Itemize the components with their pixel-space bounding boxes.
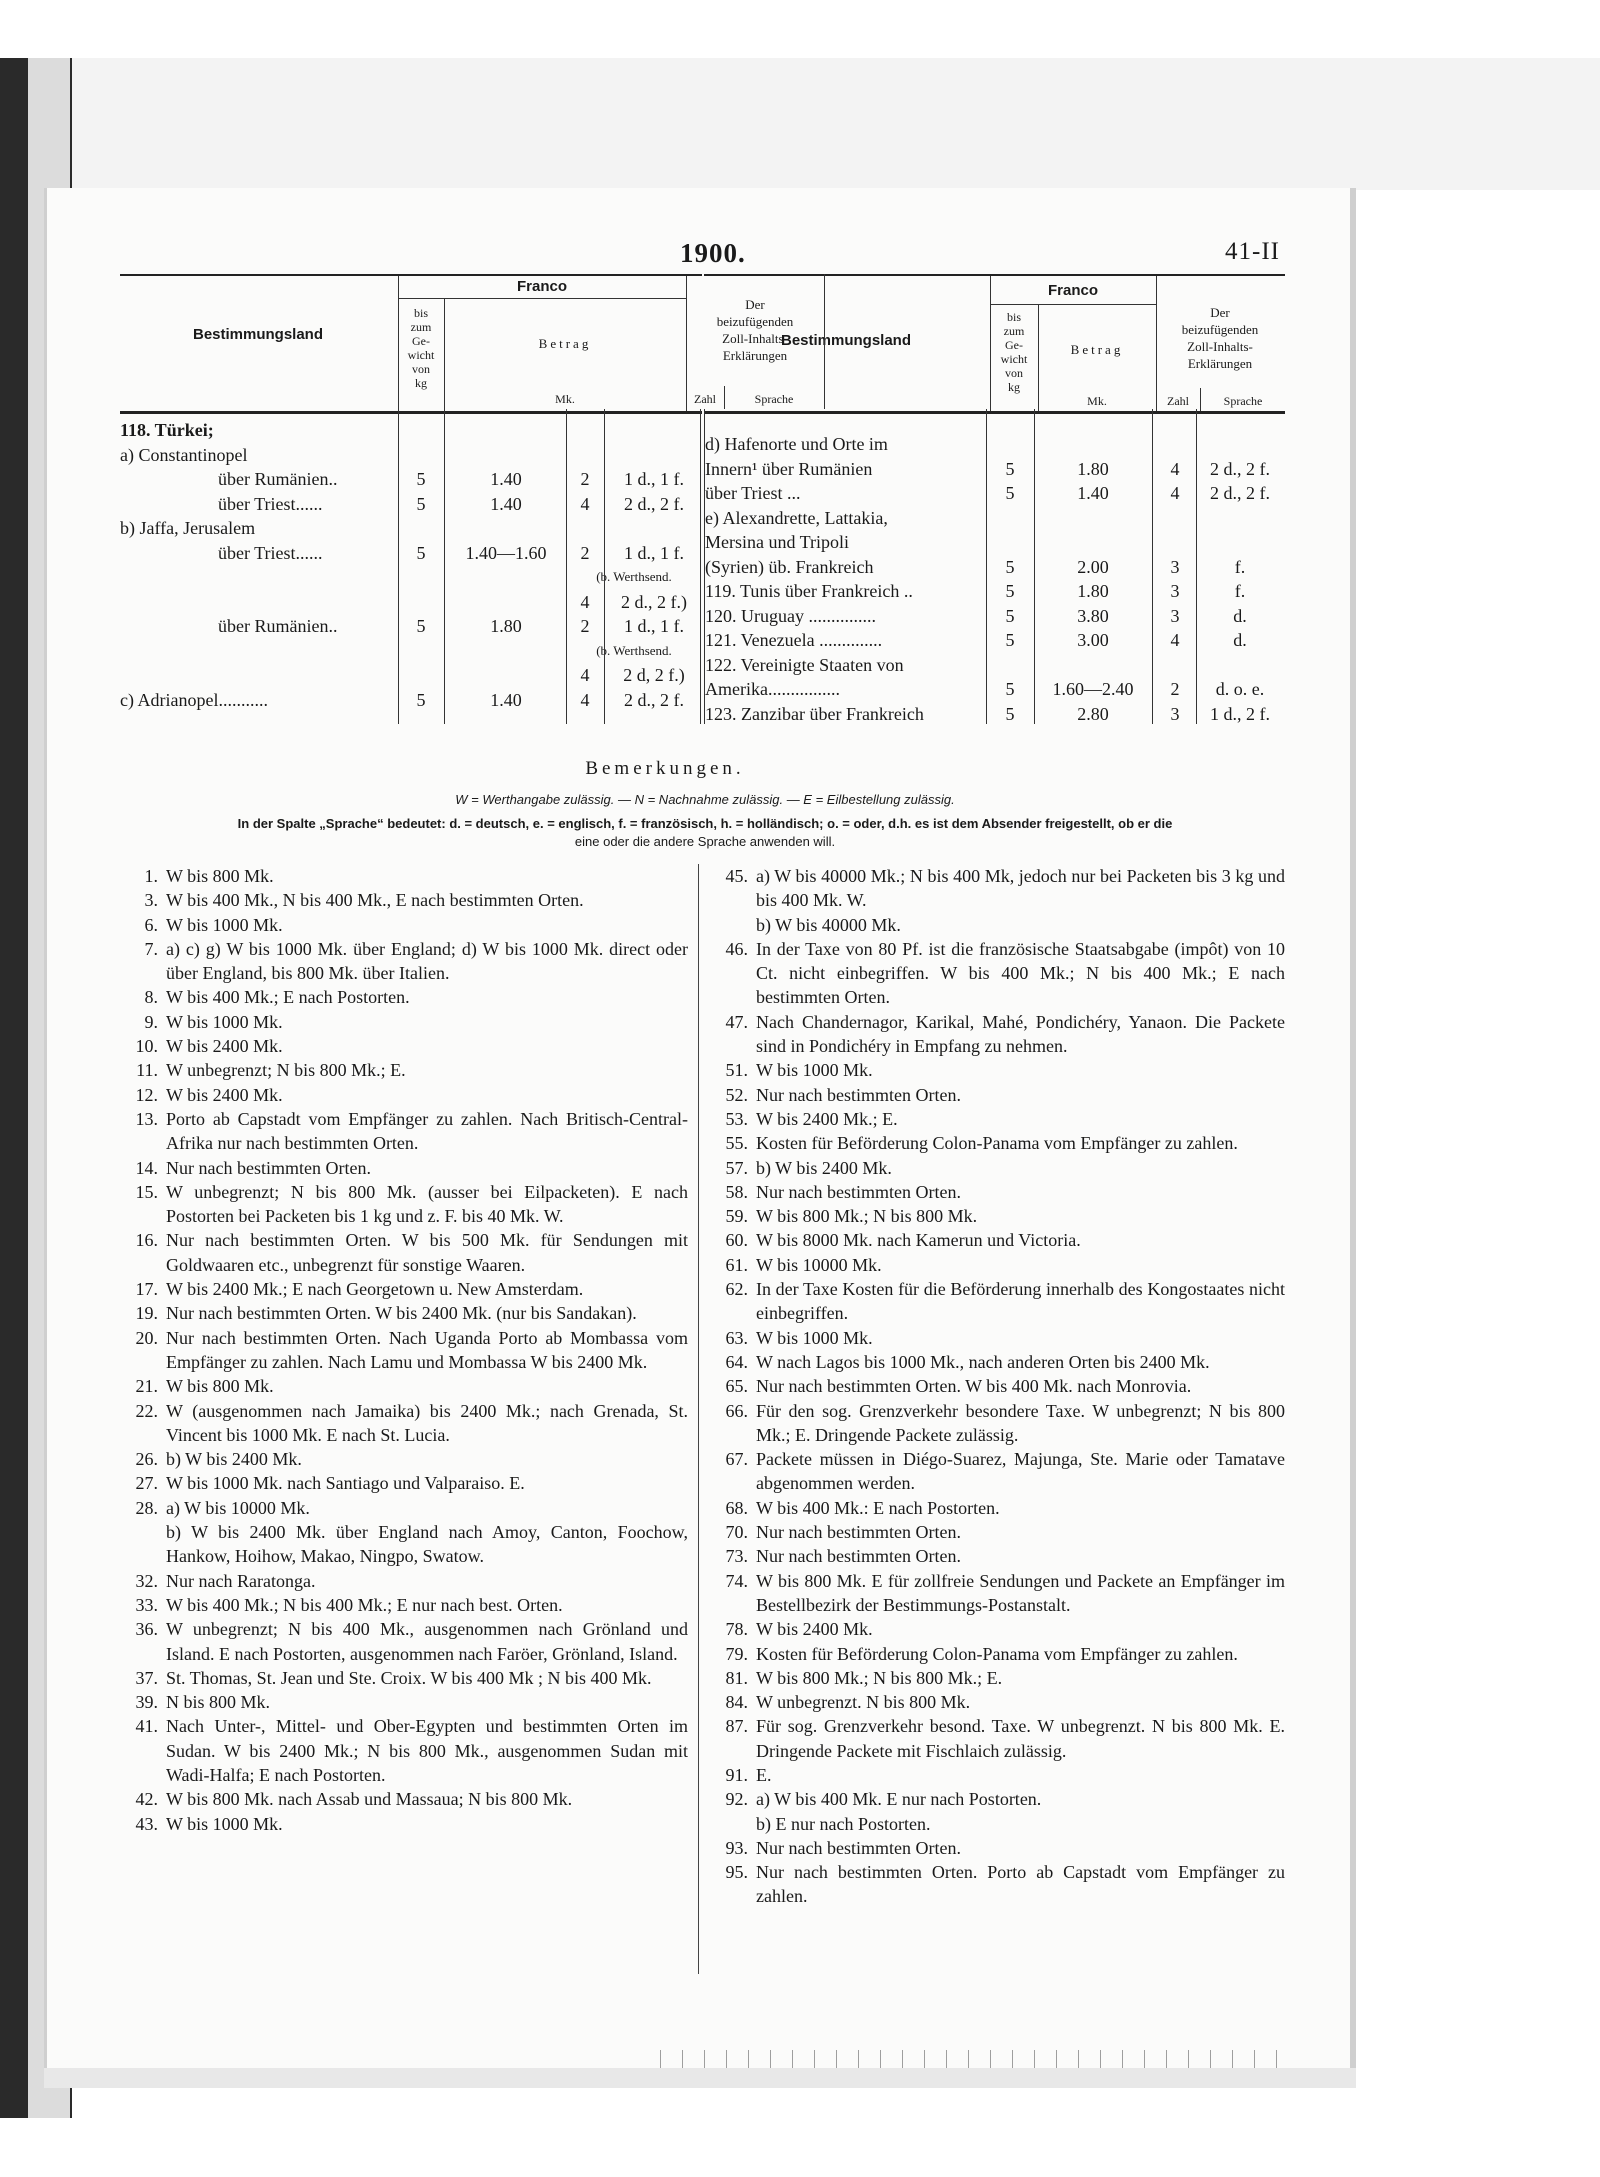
table-amount: 1.40—1.60 bbox=[465, 542, 547, 563]
page-number: 41-II bbox=[1225, 238, 1280, 265]
note-item bbox=[710, 1666, 1285, 1690]
table-note: (b. Werthsend. bbox=[596, 642, 672, 658]
note-item bbox=[120, 1326, 688, 1375]
table-amount: 3.00 bbox=[1077, 630, 1109, 650]
table-language: 2 d, 2 f.) bbox=[623, 665, 685, 685]
note-number: 45. bbox=[725, 866, 748, 886]
note-text: Für den sog. Grenzverkehr besondere Taxe. W unbegrenzt; N bis 800 Mk.; E. Dringende Packete zulässig. bbox=[756, 1400, 1285, 1445]
note-item bbox=[710, 1350, 1285, 1374]
note-item bbox=[120, 1787, 688, 1811]
note-number: 12. bbox=[135, 1084, 158, 1105]
table-amount: 1.40 bbox=[490, 469, 522, 489]
note-number: 51. bbox=[725, 1060, 748, 1081]
note-text: Nur nach bestimmten Orten. bbox=[166, 1157, 371, 1178]
note-text: W bis 2400 Mk. bbox=[166, 1036, 283, 1057]
note-text: W bis 1000 Mk. bbox=[756, 1060, 873, 1081]
note-item bbox=[710, 1642, 1285, 1666]
note-text: a) W bis 40000 Mk.; N bis 400 Mk, jedoch nur bei Packeten bis 3 kg und bis 400 Mk. W. bbox=[756, 866, 1285, 911]
notes-column-divider bbox=[698, 864, 699, 1974]
note-item bbox=[710, 1520, 1285, 1544]
note-text: W bis 2400 Mk. bbox=[756, 1619, 873, 1640]
note-text: b) W bis 2400 Mk. über England nach Amoy, Canton, Foochow, Hankow, Hoihow, Makao, Ningpo, Swatow. bbox=[166, 1522, 688, 1567]
note-item bbox=[710, 937, 1285, 1010]
note-number: 67. bbox=[725, 1449, 748, 1470]
note-item bbox=[120, 1593, 688, 1617]
table-destination: b) Jaffa, Jerusalem bbox=[120, 518, 256, 538]
table-destination: Amerika................ bbox=[705, 679, 840, 699]
table-count: 4 bbox=[1170, 630, 1180, 650]
note-number bbox=[120, 1520, 166, 1569]
table-language: 2 d., 2 f. bbox=[1210, 458, 1270, 479]
header-mk-right: Mk. bbox=[1087, 394, 1107, 408]
note-number: 22. bbox=[135, 1400, 158, 1421]
table-language: 1 d., 2 f. bbox=[1210, 703, 1270, 724]
table-count: 2 bbox=[1170, 679, 1180, 699]
note-number: 11. bbox=[136, 1060, 158, 1081]
note-text: a) W bis 10000 Mk. bbox=[166, 1497, 310, 1518]
note-item bbox=[710, 1812, 1285, 1836]
table-count: 4 bbox=[580, 591, 590, 612]
note-item bbox=[120, 913, 688, 937]
note-number: 64. bbox=[725, 1351, 748, 1372]
table-weight: 5 bbox=[1005, 703, 1015, 724]
note-number: 78. bbox=[725, 1619, 748, 1640]
table-destination: über Triest ... bbox=[705, 483, 801, 503]
note-number: 55. bbox=[725, 1133, 748, 1154]
note-number: 6. bbox=[144, 914, 158, 935]
note-text: W nach Lagos bis 1000 Mk., nach anderen Orten bis 2400 Mk. bbox=[756, 1351, 1210, 1372]
note-text: W bis 400 Mk., N bis 400 Mk., E nach bestimmten Orten. bbox=[166, 890, 584, 911]
notes-left-column bbox=[120, 864, 688, 1836]
note-item bbox=[710, 1399, 1285, 1448]
note-item bbox=[710, 1787, 1285, 1811]
note-item bbox=[120, 1374, 688, 1398]
table-language: 2 d., 2 f. bbox=[1210, 483, 1270, 503]
note-item bbox=[120, 1156, 688, 1180]
note-item bbox=[120, 1034, 688, 1058]
note-text: W bis 10000 Mk. bbox=[756, 1254, 882, 1275]
table-destination: über Triest...... bbox=[218, 493, 323, 514]
table-weight: 5 bbox=[1005, 458, 1015, 479]
note-number: 58. bbox=[725, 1181, 748, 1202]
table-amount: 2.00 bbox=[1077, 556, 1109, 577]
note-item bbox=[120, 1471, 688, 1495]
note-text: W bis 800 Mk. E für zollfreie Sendungen und Packete an Empfänger im Bestellbezirk der Bestimmungs-Postanstalt. bbox=[756, 1570, 1285, 1615]
note-number: 19. bbox=[135, 1303, 158, 1324]
note-text: Nach Unter-, Mittel- und Ober-Egypten und bestimmten Orten im Sudan. W bis 2400 Mk.; N bis 800 Mk., ausgenommen Sudan mit Wadi-Halfa; E nach Postorten. bbox=[166, 1716, 688, 1785]
table-amount: 1.80 bbox=[1077, 458, 1109, 479]
header-zahl-left: Zahl bbox=[694, 392, 716, 406]
table-count: 3 bbox=[1170, 581, 1180, 601]
remarks-title: Bemerkungen. bbox=[585, 758, 745, 779]
note-text: b) W bis 2400 Mk. bbox=[756, 1157, 892, 1178]
table-destination: Mersina und Tripoli bbox=[705, 532, 850, 552]
header-declaration-right: Der beizufügenden Zoll-Inhalts- Erklärungen bbox=[1181, 305, 1259, 371]
table-language: 2 d., 2 f. bbox=[624, 493, 684, 514]
table-weight: 5 bbox=[416, 689, 426, 710]
header-destination: Bestimmungsland bbox=[192, 326, 324, 343]
note-number: 73. bbox=[725, 1546, 748, 1567]
note-number: 17. bbox=[135, 1279, 158, 1300]
note-item bbox=[120, 1496, 688, 1520]
note-text: In der Taxe von 80 Pf. ist die französische Staatsabgabe (impôt) von 10 Ct. nicht einbegriffen. W bis 400 Mk.; N bis 400 Mk.; E nach bestimmten Orten. bbox=[756, 938, 1285, 1008]
table-language: d. o. e. bbox=[1215, 679, 1265, 699]
note-number bbox=[710, 1812, 756, 1836]
table-count: 4 bbox=[1170, 458, 1180, 479]
note-item bbox=[710, 1204, 1285, 1228]
note-item bbox=[710, 864, 1285, 913]
table-weight: 5 bbox=[416, 616, 426, 636]
header-sprache-left: Sprache bbox=[754, 392, 794, 406]
note-item bbox=[120, 1301, 688, 1325]
table-count: 3 bbox=[1170, 556, 1180, 577]
note-number: 53. bbox=[725, 1108, 748, 1129]
table-weight: 5 bbox=[1005, 630, 1015, 650]
note-text: W bis 800 Mk. nach Assab und Massaua; N bis 800 Mk. bbox=[166, 1789, 573, 1810]
note-text: E. bbox=[756, 1764, 772, 1785]
note-text: Nur nach Raratonga. bbox=[166, 1570, 316, 1591]
note-text: W bis 800 Mk.; N bis 800 Mk.; E. bbox=[756, 1667, 1003, 1688]
header-weight: bis zum Ge- wicht von kg bbox=[407, 306, 435, 390]
note-text: Nur nach bestimmten Orten. W bis 2400 Mk. (nur bis Sandakan). bbox=[166, 1303, 637, 1324]
note-text: b) E nur nach Postorten. bbox=[756, 1813, 931, 1834]
note-number: 33. bbox=[135, 1594, 158, 1615]
table-count: 4 bbox=[580, 665, 590, 685]
note-item bbox=[120, 1399, 688, 1448]
table-language: f. bbox=[1234, 556, 1246, 577]
note-text: Nach Chandernagor, Karikal, Mahé, Pondichéry, Yanaon. Die Packete sind in Pondichéry in Empfang zu nehmen. bbox=[756, 1011, 1285, 1057]
note-number: 32. bbox=[135, 1570, 158, 1591]
note-text: Nur nach bestimmten Orten. bbox=[756, 1084, 961, 1105]
table-count: 2 bbox=[580, 616, 590, 636]
note-text: W bis 400 Mk.; N bis 400 Mk.; E nur nach best. Orten. bbox=[166, 1594, 563, 1615]
note-item bbox=[120, 1107, 688, 1156]
notes-right-column bbox=[710, 864, 1285, 1909]
table-destination: 123. Zanzibar über Frankreich bbox=[705, 703, 924, 724]
note-number: 59. bbox=[725, 1206, 748, 1227]
note-item bbox=[120, 1010, 688, 1034]
table-destination: a) Constantinopel bbox=[120, 444, 248, 465]
note-number: 74. bbox=[725, 1570, 748, 1591]
note-text: a) c) g) W bis 1000 Mk. über England; d) W bis 1000 Mk. direct oder über England, bis 800 Mk. über Italien. bbox=[166, 938, 688, 984]
note-item bbox=[710, 1569, 1285, 1618]
note-number: 14. bbox=[135, 1157, 158, 1178]
note-item bbox=[710, 1083, 1285, 1107]
note-text: Porto ab Capstadt vom Empfänger zu zahlen. Nach Britisch-Central-Afrika nur nach bestimmten Orten. bbox=[166, 1108, 688, 1154]
table-count: 3 bbox=[1170, 605, 1180, 626]
note-text: W bis 8000 Mk. nach Kamerun und Victoria. bbox=[756, 1230, 1081, 1251]
header-weight-right: bis zum Ge- wicht von kg bbox=[1000, 310, 1028, 394]
page-bottom-edge bbox=[44, 2068, 1356, 2088]
note-text: W unbegrenzt; N bis 800 Mk.; E. bbox=[166, 1060, 406, 1081]
table-language: d. bbox=[1233, 630, 1247, 650]
table-weight: 5 bbox=[1005, 556, 1015, 577]
note-text: b) W bis 2400 Mk. bbox=[166, 1449, 302, 1470]
note-number: 84. bbox=[725, 1692, 748, 1713]
note-number: 20. bbox=[135, 1327, 158, 1348]
scan-ruler-marks bbox=[660, 2050, 1280, 2068]
note-number: 57. bbox=[725, 1157, 748, 1178]
header-sprache-right: Sprache bbox=[1223, 394, 1263, 408]
note-number: 66. bbox=[725, 1400, 748, 1421]
note-text: Nur nach bestimmten Orten. W bis 500 Mk. für Sendungen mit Goldwaaren etc., unbegrenzt für sonstige Waaren. bbox=[166, 1230, 688, 1275]
note-item bbox=[120, 1714, 688, 1787]
note-text: W bis 800 Mk. bbox=[166, 866, 274, 886]
note-number: 28. bbox=[135, 1497, 158, 1518]
note-number: 27. bbox=[135, 1473, 158, 1494]
note-item bbox=[710, 1228, 1285, 1252]
note-text: Kosten für Beförderung Colon-Panama vom Empfänger zu zahlen. bbox=[756, 1643, 1238, 1664]
remarks-legend-language: In der Spalte „Sprache“ bedeutet: d. = deutsch, e. = englisch, f. = französisch, h. = holländisch; o. = oder, d.h. es ist dem Absender freigestellt, ob er die bbox=[237, 816, 1173, 831]
header-destination-right: Bestimmungsland bbox=[780, 332, 912, 349]
table-destination: 122. Vereinigte Staaten von bbox=[705, 654, 904, 675]
table-count: 2 bbox=[580, 542, 590, 563]
table-count: 4 bbox=[580, 493, 590, 514]
note-item bbox=[710, 1107, 1285, 1131]
note-item bbox=[710, 1496, 1285, 1520]
note-number: 43. bbox=[135, 1813, 158, 1834]
note-item bbox=[120, 1180, 688, 1229]
note-item bbox=[710, 1058, 1285, 1082]
note-number: 8. bbox=[144, 987, 158, 1008]
remarks-legend-flags: W = Werthangabe zulässig. — N = Nachnahme zulässig. — E = Eilbestellung zulässig. bbox=[455, 792, 955, 807]
note-number: 92. bbox=[725, 1789, 748, 1810]
note-number: 3. bbox=[144, 890, 158, 911]
note-text: Nur nach bestimmten Orten. bbox=[756, 1181, 961, 1202]
note-text: Für sog. Grenzverkehr besond. Taxe. W unbegrenzt. N bis 800 Mk. E. Dringende Packete mit Fischlaich zulässig. bbox=[756, 1716, 1285, 1761]
note-item bbox=[710, 1836, 1285, 1860]
note-item bbox=[710, 1714, 1285, 1763]
note-number: 41. bbox=[135, 1716, 158, 1737]
table-amount: 2.80 bbox=[1077, 703, 1109, 724]
note-number: 7. bbox=[144, 938, 158, 959]
note-number: 79. bbox=[725, 1643, 748, 1664]
table-amount: 1.40 bbox=[1077, 483, 1109, 503]
note-item bbox=[710, 1690, 1285, 1714]
note-number: 95. bbox=[725, 1862, 748, 1883]
note-item bbox=[710, 1617, 1285, 1641]
note-item bbox=[710, 1763, 1285, 1787]
note-text: Nur nach bestimmten Orten. bbox=[756, 1522, 961, 1543]
note-item bbox=[120, 864, 688, 888]
table-amount: 1.60—2.40 bbox=[1052, 679, 1134, 699]
note-text: W bis 1000 Mk. bbox=[166, 914, 283, 935]
note-item bbox=[120, 1617, 688, 1666]
note-item bbox=[710, 1544, 1285, 1568]
note-number: 9. bbox=[144, 1011, 158, 1032]
note-item bbox=[120, 1569, 688, 1593]
table-count: 4 bbox=[580, 689, 590, 710]
table-amount: 3.80 bbox=[1077, 605, 1109, 626]
note-number: 52. bbox=[725, 1084, 748, 1105]
header-betrag-right: Betrag bbox=[1070, 342, 1124, 357]
note-item bbox=[120, 1058, 688, 1082]
note-number: 81. bbox=[725, 1667, 748, 1688]
note-item bbox=[120, 985, 688, 1009]
table-count: 3 bbox=[1170, 703, 1180, 724]
note-text: Nur nach bestimmten Orten. W bis 400 Mk. nach Monrovia. bbox=[756, 1376, 1192, 1397]
note-number: 10. bbox=[135, 1036, 158, 1057]
note-item bbox=[120, 1520, 688, 1569]
table-language: 1 d., 1 f. bbox=[624, 542, 684, 563]
table-language: 2 d., 2 f.) bbox=[621, 591, 687, 612]
note-text: In der Taxe Kosten für die Beförderung innerhalb des Kongostaates nicht einbegriffen. bbox=[756, 1279, 1285, 1324]
note-number: 61. bbox=[725, 1254, 748, 1275]
table-weight: 5 bbox=[1005, 581, 1015, 601]
note-item bbox=[710, 1326, 1285, 1350]
note-item bbox=[710, 1253, 1285, 1277]
note-text: W bis 2400 Mk.; E nach Georgetown u. New Amsterdam. bbox=[166, 1279, 584, 1300]
note-item bbox=[120, 1228, 688, 1277]
note-number: 1. bbox=[144, 866, 158, 886]
note-text: W bis 2400 Mk.; E. bbox=[756, 1108, 898, 1129]
table-destination: d) Hafenorte und Orte im bbox=[705, 434, 888, 454]
note-number: 91. bbox=[725, 1764, 748, 1785]
table-destination: über Rumänien.. bbox=[218, 616, 338, 636]
note-item bbox=[710, 1374, 1285, 1398]
table-language: 2 d., 2 f. bbox=[624, 689, 684, 710]
note-number: 37. bbox=[135, 1667, 158, 1688]
note-text: St. Thomas, St. Jean und Ste. Croix. W bis 400 Mk ; N bis 400 Mk. bbox=[166, 1667, 652, 1688]
table-destination: (Syrien) üb. Frankreich bbox=[705, 556, 874, 577]
note-item bbox=[710, 1447, 1285, 1496]
table-destination: 121. Venezuela .............. bbox=[705, 630, 883, 650]
note-text: W unbegrenzt; N bis 800 Mk. (ausser bei Eilpacketen). E nach Postorten bei Packeten bis 1 kg und z. F. bis 40 Mk. W. bbox=[166, 1181, 688, 1227]
table-language: 1 d., 1 f. bbox=[624, 469, 684, 489]
note-number: 47. bbox=[725, 1011, 748, 1032]
header-mk: Mk. bbox=[555, 392, 575, 406]
note-text: W bis 1000 Mk. bbox=[166, 1011, 283, 1032]
note-number: 62. bbox=[725, 1279, 748, 1300]
table-note: (b. Werthsend. bbox=[596, 569, 672, 584]
remarks-legend-language-cont: eine oder die andere Sprache anwenden will. bbox=[574, 834, 836, 849]
note-number: 60. bbox=[725, 1230, 748, 1251]
table-destination: über Triest...... bbox=[218, 542, 323, 563]
table-language: f. bbox=[1234, 581, 1246, 601]
note-item bbox=[710, 1010, 1285, 1059]
table-destination: 119. Tunis über Frankreich .. bbox=[705, 581, 913, 601]
note-item bbox=[120, 937, 688, 986]
note-text: W bis 2400 Mk. bbox=[166, 1084, 283, 1105]
note-text: Nur nach bestimmten Orten. bbox=[756, 1837, 961, 1858]
page-year: 1900. bbox=[680, 238, 746, 268]
note-number: 46. bbox=[725, 938, 748, 959]
note-text: Nur nach bestimmten Orten. bbox=[756, 1546, 961, 1567]
note-number: 93. bbox=[725, 1837, 748, 1858]
note-number: 42. bbox=[135, 1789, 158, 1810]
table-weight: 5 bbox=[416, 542, 426, 563]
note-text: Nur nach bestimmten Orten. Nach Uganda Porto ab Mombassa vom Empfänger zu zahlen. Nach Lamu und Mombassa W bis 2400 Mk. bbox=[166, 1327, 688, 1372]
note-number: 21. bbox=[135, 1376, 158, 1397]
note-item bbox=[710, 1180, 1285, 1204]
note-text: W bis 800 Mk.; N bis 800 Mk. bbox=[756, 1206, 978, 1227]
note-item bbox=[120, 1666, 688, 1690]
table-destination: über Rumänien.. bbox=[218, 469, 338, 489]
note-text: W unbegrenzt. N bis 800 Mk. bbox=[756, 1692, 971, 1713]
note-number: 26. bbox=[135, 1449, 158, 1470]
note-number: 39. bbox=[135, 1692, 158, 1713]
note-item bbox=[120, 1277, 688, 1301]
note-item bbox=[710, 1131, 1285, 1155]
header-betrag: Betrag bbox=[538, 336, 592, 351]
note-text: Kosten für Beförderung Colon-Panama vom Empfänger zu zahlen. bbox=[756, 1133, 1238, 1154]
note-item bbox=[120, 1812, 688, 1836]
note-text: a) W bis 400 Mk. E nur nach Postorten. bbox=[756, 1789, 1042, 1810]
note-text: W bis 1000 Mk. nach Santiago und Valparaiso. E. bbox=[166, 1473, 525, 1494]
header-franco-right: Franco bbox=[1047, 282, 1098, 299]
note-number: 70. bbox=[725, 1522, 748, 1543]
scan-background bbox=[72, 58, 1600, 190]
table-language: d. bbox=[1233, 605, 1247, 626]
table-weight: 5 bbox=[416, 493, 426, 514]
header-zahl-right: Zahl bbox=[1167, 394, 1189, 408]
note-item bbox=[120, 1447, 688, 1471]
table-destination: e) Alexandrette, Lattakia, bbox=[705, 507, 888, 528]
table-destination: Innern¹ über Rumänien bbox=[705, 458, 873, 479]
note-number bbox=[710, 913, 756, 937]
note-text: W bis 800 Mk. bbox=[166, 1376, 274, 1397]
note-text: W bis 400 Mk.: E nach Postorten. bbox=[756, 1497, 1000, 1518]
note-number: 87. bbox=[725, 1716, 748, 1737]
table-weight: 5 bbox=[1005, 605, 1015, 626]
table-weight: 5 bbox=[1005, 483, 1015, 503]
table-amount: 1.40 bbox=[490, 689, 522, 710]
table-destination: 118. Türkei; bbox=[120, 420, 214, 440]
note-number: 13. bbox=[135, 1108, 158, 1129]
note-text: W bis 1000 Mk. bbox=[166, 1813, 283, 1834]
table-weight: 5 bbox=[1005, 679, 1015, 699]
table-weight: 5 bbox=[416, 469, 426, 489]
note-number: 65. bbox=[725, 1376, 748, 1397]
note-item bbox=[710, 1277, 1285, 1326]
note-item bbox=[710, 1860, 1285, 1909]
header-declaration: Der beizufügenden Zoll-Inhalts- Erklärungen bbox=[716, 297, 794, 363]
table-body-right bbox=[705, 432, 1285, 732]
note-item bbox=[710, 1156, 1285, 1180]
note-item bbox=[710, 913, 1285, 937]
table-count: 2 bbox=[580, 469, 590, 489]
note-text: W bis 1000 Mk. bbox=[756, 1327, 873, 1348]
note-text: Packete müssen in Diégo-Suarez, Majunga, Ste. Marie oder Tamatave abgenommen werden. bbox=[756, 1449, 1285, 1494]
note-item bbox=[120, 1690, 688, 1714]
note-number: 16. bbox=[135, 1230, 158, 1251]
note-text: b) W bis 40000 Mk. bbox=[756, 914, 901, 935]
note-number: 63. bbox=[725, 1327, 748, 1348]
table-count: 4 bbox=[1170, 483, 1180, 503]
note-text: Nur nach bestimmten Orten. Porto ab Capstadt vom Empfänger zu zahlen. bbox=[756, 1862, 1285, 1907]
note-item bbox=[120, 888, 688, 912]
note-text: W (ausgenommen nach Jamaika) bis 2400 Mk.; nach Grenada, St. Vincent bis 1000 Mk. E nach St. Lucia. bbox=[166, 1400, 688, 1445]
note-text: N bis 800 Mk. bbox=[166, 1692, 271, 1713]
table-language: 1 d., 1 f. bbox=[624, 616, 684, 636]
note-number: 15. bbox=[135, 1181, 158, 1202]
table-amount: 1.80 bbox=[1077, 581, 1109, 601]
note-number: 68. bbox=[725, 1497, 748, 1518]
note-item bbox=[120, 1083, 688, 1107]
note-text: W bis 400 Mk.; E nach Postorten. bbox=[166, 987, 410, 1008]
table-destination: c) Adrianopel........... bbox=[120, 689, 268, 710]
table-amount: 1.80 bbox=[490, 616, 522, 636]
note-text: W unbegrenzt; N bis 400 Mk., ausgenommen nach Grönland und Island. E nach Postorten, ausgenommen nach Faröer, Grönland, Island. bbox=[166, 1619, 688, 1664]
header-franco: Franco bbox=[516, 278, 567, 295]
table-destination: 120. Uruguay ............... bbox=[705, 605, 876, 626]
note-number: 36. bbox=[135, 1619, 158, 1640]
page-header bbox=[120, 238, 1280, 272]
table-amount: 1.40 bbox=[490, 493, 522, 514]
